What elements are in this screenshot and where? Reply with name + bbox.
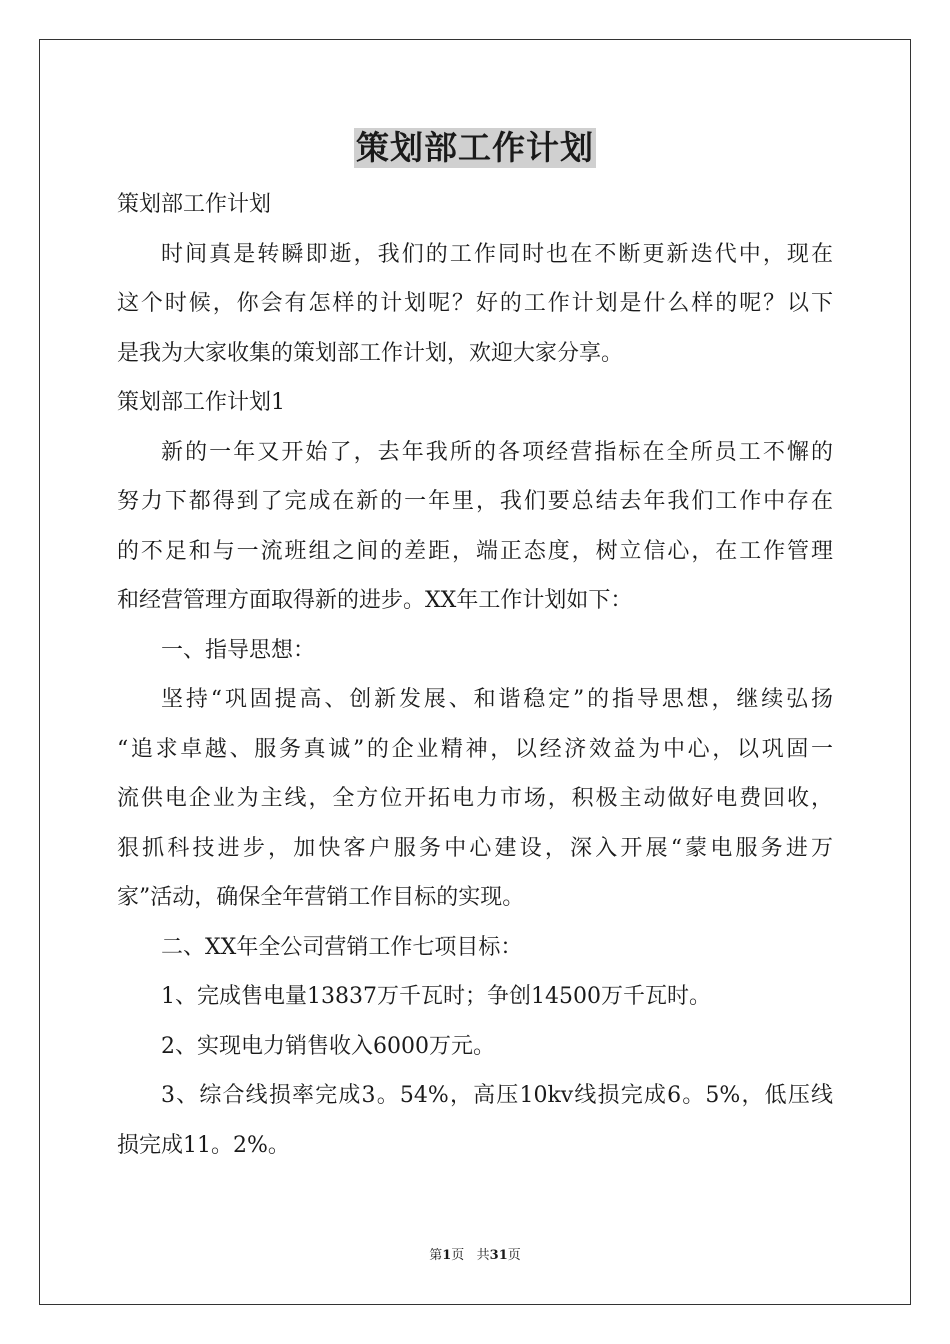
page-footer (0, 1247, 950, 1265)
paragraph-line: 是我为大家收集的策划部工作计划，欢迎大家分享。 (117, 340, 624, 366)
paragraph-line: “追求卓越、服务真诚”的企业精神，以经济效益为中心，以巩固一 (117, 736, 833, 762)
footer-total-pages: 31 (489, 1248, 508, 1263)
paragraph-line: 家”活动，确保全年营销工作目标的实现。 (117, 885, 525, 910)
footer-mid: 页 共 (451, 1248, 490, 1263)
paragraph-line: 的不足和与一流班组之间的差距，端正态度，树立信心，在工作管理 (117, 538, 833, 564)
paragraph-line: 新的一年又开始了，去年我所的各项经营指标在全所员工不懈的 (161, 439, 833, 465)
paragraph-line: 和经营管理方面取得新的进步。XX年工作计划如下： (117, 588, 633, 613)
paragraph-line: 时间真是转瞬即逝，我们的工作同时也在不断更新迭代中，现在 (161, 241, 833, 267)
paragraph-line: 一、指导思想： (161, 637, 316, 663)
title-wrap (0, 128, 950, 168)
section-heading: 策划部工作计划1 (117, 390, 285, 415)
paragraph-line: 这个时候，你会有怎样的计划呢？好的工作计划是什么样的呢？以下 (117, 291, 833, 316)
paragraph-line: 坚持“巩固提高、创新发展、和谐稳定”的指导思想，继续弘扬 (161, 687, 833, 712)
paragraph-line: 2、实现电力销售收入6000万元。 (161, 1033, 495, 1059)
subtitle-line: 策划部工作计划 (117, 192, 272, 217)
footer-page-number: 1 (442, 1248, 452, 1263)
paragraph-line: 流供电企业为主线，全方位开拓电力市场，积极主动做好电费回收， (117, 786, 833, 811)
footer-suffix: 页 (507, 1248, 521, 1263)
paragraph-line: 3、综合线损率完成3。54%，高压10kv线损完成6。5%，低压线 (161, 1083, 833, 1108)
paragraph-line: 二、XX年全公司营销工作七项目标： (161, 934, 523, 960)
document-body (117, 180, 833, 1170)
paragraph-line: 1、完成售电量13837万千瓦时；争创14500万千瓦时。 (161, 984, 711, 1009)
document-title: 策划部工作计划 (356, 128, 594, 167)
paragraph-line: 努力下都得到了完成在新的一年里，我们要总结去年我们工作中存在 (117, 489, 833, 514)
paragraph-line: 损完成11。2%。 (117, 1132, 290, 1158)
paragraph-line: 狠抓科技进步，加快客户服务中心建设，深入开展“蒙电服务进万 (117, 835, 833, 861)
footer-prefix: 第 (429, 1248, 443, 1263)
